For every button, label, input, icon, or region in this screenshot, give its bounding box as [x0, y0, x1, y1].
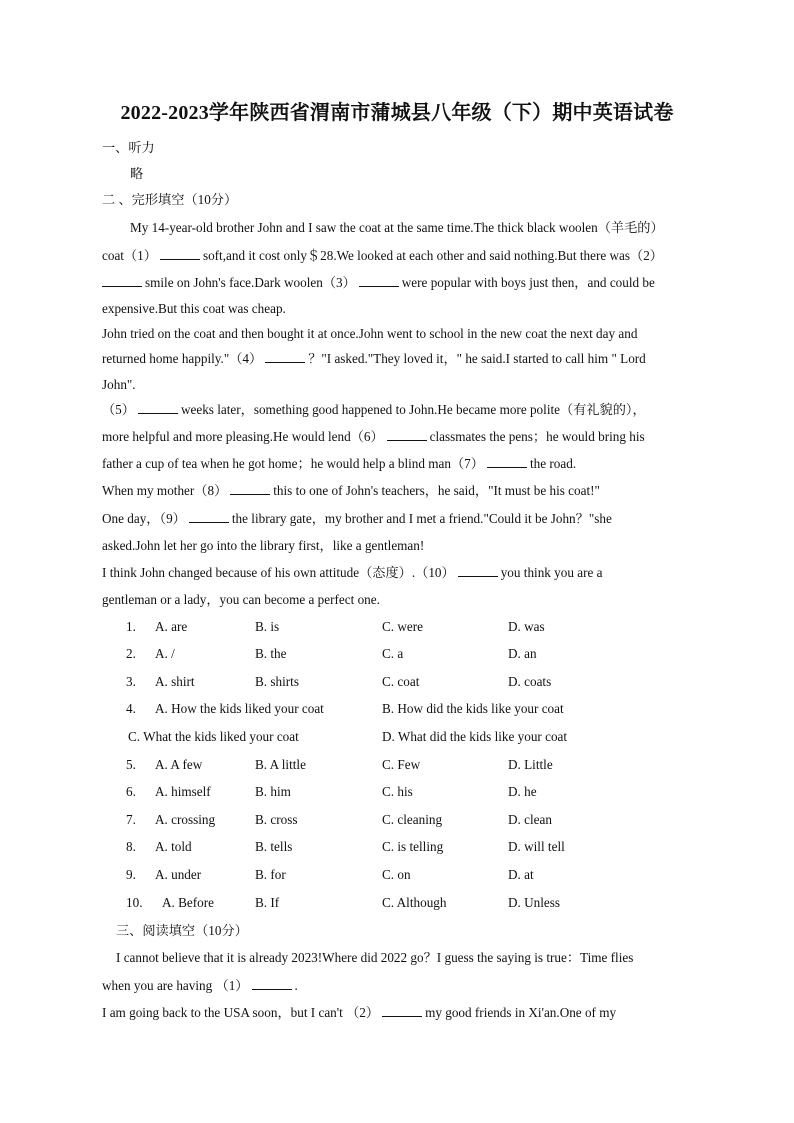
section-heading-cloze: 二 、完形填空（10分） [102, 192, 238, 207]
section-heading-reading: 三、阅读填空（10分） [116, 923, 248, 938]
answer-blank [102, 274, 142, 287]
answer-blank [387, 428, 427, 441]
option-a: A. himself [155, 784, 211, 799]
passage-line: My 14-year-old brother John and I saw the coat at the same time.The thick black woolen（羊毛的） [130, 220, 664, 235]
option-a: A. A few [155, 757, 203, 772]
option-c: C. coat [382, 674, 420, 689]
option-b: B. cross [255, 812, 298, 827]
option-d: D. an [508, 646, 537, 661]
passage-text: were popular with boys just then，and could be [401, 275, 655, 290]
passage-text: when you are having （1） [102, 978, 249, 993]
option-c: C. is telling [382, 839, 444, 854]
question-row [0, 729, 794, 747]
answer-blank [382, 1004, 422, 1017]
passage-text: . [294, 978, 298, 993]
answer-blank [138, 401, 178, 414]
option-a: A. Before [162, 895, 214, 910]
option-b: B. is [255, 619, 280, 634]
section-heading-listening: 一、听力 [102, 140, 155, 155]
option-b: B. tells [255, 839, 293, 854]
option-a: A. How the kids liked your coat [155, 701, 324, 716]
passage-text: you think you are a [500, 565, 603, 580]
passage-line [102, 977, 298, 995]
answer-blank [487, 455, 527, 468]
question-number: 6. [126, 784, 136, 799]
question-row [0, 867, 794, 885]
passage-line: John". [102, 377, 136, 392]
question-row [0, 812, 794, 830]
passage-line [102, 455, 576, 473]
question-number: 1. [126, 619, 136, 634]
option-c: C. Few [382, 757, 421, 772]
passage-text: classmates the pens；he would bring his [429, 429, 645, 444]
option-b: B. him [255, 784, 291, 799]
question-number: 10. [126, 895, 143, 910]
passage-text: coat（1） [102, 248, 157, 263]
option-c: C. were [382, 619, 424, 634]
question-number: 4. [126, 701, 136, 716]
passage-text: returned home happily."（4） [102, 351, 263, 366]
question-number: 9. [126, 867, 136, 882]
option-d: D. at [508, 867, 534, 882]
passage-text: the library gate，my brother and I met a friend."Could it be John？"she [231, 511, 612, 526]
passage-line [102, 564, 603, 582]
option-c: C. on [382, 867, 411, 882]
question-row [0, 757, 794, 775]
option-a: A. are [155, 619, 188, 634]
answer-blank [359, 274, 399, 287]
question-number: 7. [126, 812, 136, 827]
passage-line: gentleman or a lady，you can become a perfect one. [102, 592, 380, 607]
passage-text: （5） [102, 402, 135, 417]
passage-line [102, 428, 645, 446]
answer-blank [160, 247, 200, 260]
question-row [0, 701, 794, 719]
passage-text: father a cup of tea when he got home；he would help a blind man（7） [102, 456, 484, 471]
option-b: B. for [255, 867, 286, 882]
option-d: D. will tell [508, 839, 565, 854]
passage-text: my good friends in Xi'an.One of my [425, 1005, 617, 1020]
passage-line [102, 247, 663, 265]
option-b: B. A little [255, 757, 306, 772]
option-a: A. under [155, 867, 202, 882]
passage-line [102, 482, 600, 500]
passage-text: the road. [529, 456, 577, 471]
passage-line: expensive.But this coat was cheap. [102, 301, 286, 316]
answer-blank [252, 977, 292, 990]
exam-title: 2022-2023学年陕西省渭南市蒲城县八年级（下）期中英语试卷 [120, 102, 674, 124]
passage-text: When my mother（8） [102, 483, 228, 498]
option-c: C. a [382, 646, 404, 661]
option-b: B. If [255, 895, 280, 910]
passage-line [102, 350, 646, 368]
passage-text: ？"I asked."They loved it，" he said.I started to call him " Lord [308, 351, 646, 366]
option-b: B. shirts [255, 674, 299, 689]
question-row [0, 839, 794, 857]
passage-line [102, 274, 655, 292]
answer-blank [458, 564, 498, 577]
option-a: A. shirt [155, 674, 195, 689]
passage-text: One day，（9） [102, 511, 186, 526]
answer-blank [230, 482, 270, 495]
passage-line [102, 401, 646, 419]
option-d: D. clean [508, 812, 552, 827]
option-d: D. Unless [508, 895, 561, 910]
option-d: D. Little [508, 757, 553, 772]
option-c: C. cleaning [382, 812, 443, 827]
passage-line: I cannot believe that it is already 2023!Where did 2022 go？I guess the saying is true：Time flies [116, 950, 634, 965]
answer-blank [265, 350, 305, 363]
passage-text: this to one of John's teachers，he said，"It must be his coat!" [273, 483, 600, 498]
question-number: 5. [126, 757, 136, 772]
question-number: 8. [126, 839, 136, 854]
option-d: D. he [508, 784, 537, 799]
option-a: A. crossing [155, 812, 216, 827]
option-a: A. / [155, 646, 175, 661]
option-c: C. his [382, 784, 413, 799]
option-c: C. What the kids liked your coat [128, 729, 299, 744]
passage-line [102, 1004, 616, 1022]
listening-omitted-note: 略 [130, 166, 144, 181]
option-b: B. the [255, 646, 287, 661]
question-row [0, 784, 794, 802]
passage-text: weeks later，something good happened to John.He became more polite（有礼貌的）， [180, 402, 646, 417]
option-d: D. was [508, 619, 545, 634]
question-row [0, 646, 794, 664]
option-d: D. coats [508, 674, 552, 689]
question-number: 2. [126, 646, 136, 661]
answer-blank [189, 510, 229, 523]
passage-line: John tried on the coat and then bought it at once.John went to school in the new coat the next day and [102, 326, 638, 341]
option-d: D. What did the kids like your coat [382, 729, 568, 744]
passage-text: smile on John's face.Dark woolen（3） [145, 275, 356, 290]
option-c: C. Although [382, 895, 447, 910]
option-b: B. How did the kids like your coat [382, 701, 564, 716]
option-a: A. told [155, 839, 192, 854]
question-row [0, 674, 794, 692]
passage-line: asked.John let her go into the library first，like a gentleman! [102, 538, 425, 553]
question-number: 3. [126, 674, 136, 689]
question-row [0, 619, 794, 637]
passage-text: more helpful and more pleasing.He would lend（6） [102, 429, 384, 444]
passage-text: soft,and it cost only＄28.We looked at each other and said nothing.But there was（2） [202, 248, 663, 263]
passage-text: I am going back to the USA soon，but I can't （2） [102, 1005, 380, 1020]
passage-text: I think John changed because of his own attitude（态度）.（10） [102, 565, 455, 580]
question-row [0, 895, 794, 913]
passage-line [102, 510, 612, 528]
